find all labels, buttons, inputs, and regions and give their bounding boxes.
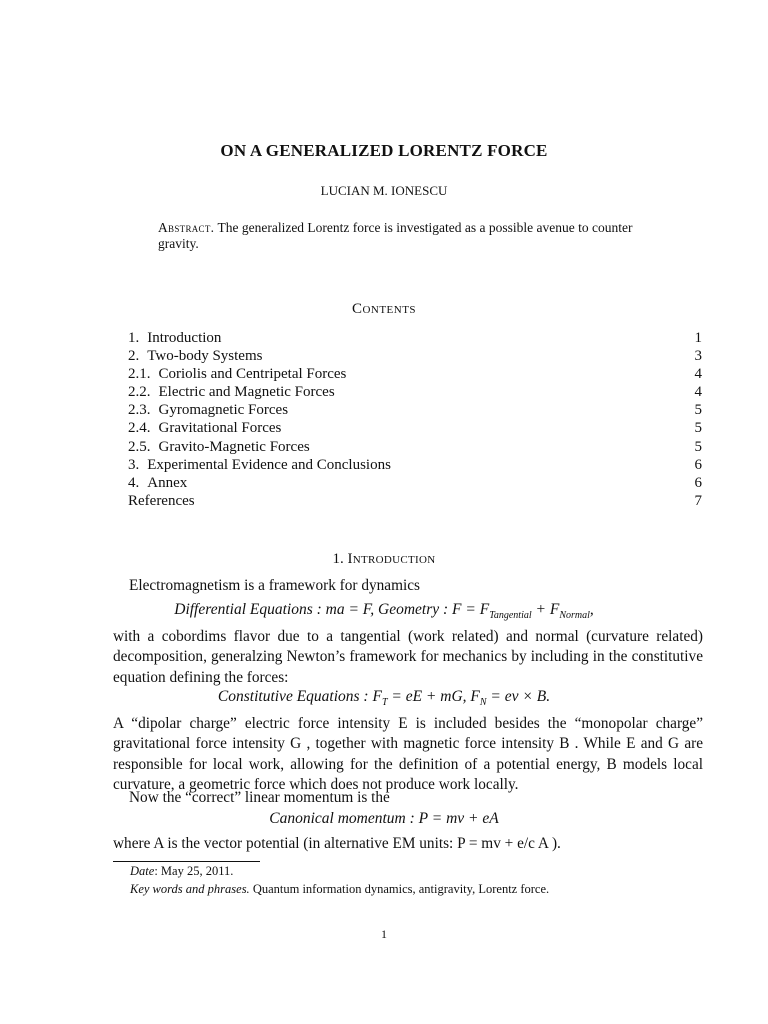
toc-entry-number: 2.2. xyxy=(128,384,151,401)
toc-entry-page: 6 xyxy=(694,456,702,473)
footnote-rule xyxy=(113,861,260,862)
toc-entry-label: Experimental Evidence and Conclusions xyxy=(147,456,391,473)
toc-entry-label: Gravito-Magnetic Forces xyxy=(158,438,310,455)
toc-entry-label: References xyxy=(128,492,195,509)
toc-entry[interactable] xyxy=(128,329,702,347)
footnote-keywords-label: Key words and phrases. xyxy=(130,882,250,896)
toc-entry-title xyxy=(128,383,335,401)
section-number: 1. xyxy=(332,551,344,567)
paragraph-1-text: Electromagnetism is a framework for dynamics xyxy=(129,577,420,594)
footnote-keywords-text: Quantum information dynamics, antigravity, Lorentz force. xyxy=(249,882,550,896)
equation-1-sub-normal: Normal xyxy=(559,610,590,622)
toc-entry-label: Electric and Magnetic Forces xyxy=(158,384,335,401)
paper-title: ON A GENERALIZED LORENTZ FORCE xyxy=(220,141,548,160)
toc-entry-number: 2.1. xyxy=(128,366,151,383)
paragraph-4 xyxy=(113,788,703,808)
abstract-text-2: gravity. xyxy=(158,236,199,251)
equation-1-sub-tangential: Tangential xyxy=(489,610,532,622)
contents-heading: Contents xyxy=(351,301,417,317)
toc-entry-number: 1. xyxy=(128,330,140,346)
toc-entry-number: 2.3. xyxy=(128,402,151,419)
abstract-text: The generalized Lorentz force is investigated as a possible avenue to counter xyxy=(217,220,633,235)
toc-entry-title xyxy=(128,347,262,365)
section-title: Introduction xyxy=(347,551,436,567)
equation-2-mid: = eE + mG, F xyxy=(387,688,480,705)
toc-entry[interactable] xyxy=(128,383,702,401)
toc-entry-label: Two-body Systems xyxy=(147,348,263,365)
equation-1-main: Differential Equations : ma = F, Geometry : F = F xyxy=(174,601,490,618)
equation-1-mid: + F xyxy=(531,601,560,618)
equation-2-sub-t: T xyxy=(381,697,388,709)
toc-entry-page: 7 xyxy=(694,492,702,509)
page-number: 1 xyxy=(381,927,387,941)
toc-entry-title xyxy=(128,329,221,347)
paragraph-2: with a cobordims flavor due to a tangential (work related) and normal (curvature related) decomposition, generalzing Newton’s framework for mechanics by including in the constitutive equation defining the forces: xyxy=(113,628,703,686)
toc-entry-label: Gravitational Forces xyxy=(158,420,282,437)
equation-2 xyxy=(0,688,768,708)
toc-entry-title xyxy=(128,456,391,474)
paragraph-4-text: Now the “correct” linear momentum is the xyxy=(129,789,390,806)
toc-entry-title xyxy=(128,419,281,437)
toc-entry-number: 2. xyxy=(128,348,140,365)
footnote-date-text: : May 25, 2011. xyxy=(154,864,234,878)
equation-2-main: Constitutive Equations : F xyxy=(217,688,382,705)
section-heading xyxy=(0,551,768,568)
toc-entry-page: 1 xyxy=(694,330,702,346)
toc-entry-page: 4 xyxy=(694,384,702,401)
paragraph-5: where A is the vector potential (in alternative EM units: P = mv + e/c A ). xyxy=(113,835,561,852)
footnote-keywords xyxy=(130,882,710,897)
toc-entry[interactable] xyxy=(128,438,702,456)
paragraph-3: A “dipolar charge” electric force intensity E is included besides the “monopolar charge” gravitational force intensity G , together with magnetic force intensity B . While E and G are responsible for local work, allowing for the definition of a potential energy, B models local curvature, a geometric force which does not produce work locally. xyxy=(113,715,703,793)
toc-entry[interactable] xyxy=(128,474,702,492)
toc-entry-title xyxy=(128,474,187,492)
toc-entry[interactable] xyxy=(128,401,702,419)
toc-entry[interactable] xyxy=(128,347,702,365)
toc-entry[interactable] xyxy=(128,456,702,474)
toc-entry-label: Gyromagnetic Forces xyxy=(158,402,289,419)
toc-entry-number: 2.5. xyxy=(128,438,151,455)
abstract-label: Abstract. xyxy=(158,220,215,235)
toc-entry-page: 3 xyxy=(694,348,702,365)
toc-entry-page: 4 xyxy=(694,366,702,383)
toc-entry[interactable] xyxy=(128,419,702,437)
toc-entry-label: Coriolis and Centripetal Forces xyxy=(158,366,347,383)
toc-entry-page: 5 xyxy=(694,420,702,437)
toc-entry-number: 4. xyxy=(128,474,140,491)
toc-entry-page: 5 xyxy=(694,402,702,419)
footnote-date xyxy=(130,864,710,879)
equation-1-end: , xyxy=(589,601,594,618)
equation-2-end: = ev × B. xyxy=(486,688,551,705)
toc-entry-number: 3. xyxy=(128,456,140,473)
toc-entry-label: Introduction xyxy=(147,330,222,346)
toc-entry-title xyxy=(128,401,288,419)
toc-entry-number: 2.4. xyxy=(128,420,151,437)
toc-entry-title xyxy=(128,492,195,510)
toc-entry-page: 6 xyxy=(694,474,702,491)
equation-1 xyxy=(0,601,768,621)
toc-entry[interactable] xyxy=(128,365,702,383)
toc-entry-page: 5 xyxy=(694,438,702,455)
abstract xyxy=(158,220,662,252)
equation-3: Canonical momentum : P = mv + eA xyxy=(269,810,499,827)
paper-author: LUCIAN M. IONESCU xyxy=(320,183,448,198)
toc-entry-title xyxy=(128,365,346,383)
equation-2-sub-n: N xyxy=(479,697,487,709)
toc-entry[interactable] xyxy=(128,492,702,510)
toc-entry-label: Annex xyxy=(147,474,188,491)
paragraph-1 xyxy=(113,576,703,596)
toc-entry-title xyxy=(128,438,310,456)
footnote-date-label: Date xyxy=(130,864,155,878)
table-of-contents xyxy=(128,329,702,510)
